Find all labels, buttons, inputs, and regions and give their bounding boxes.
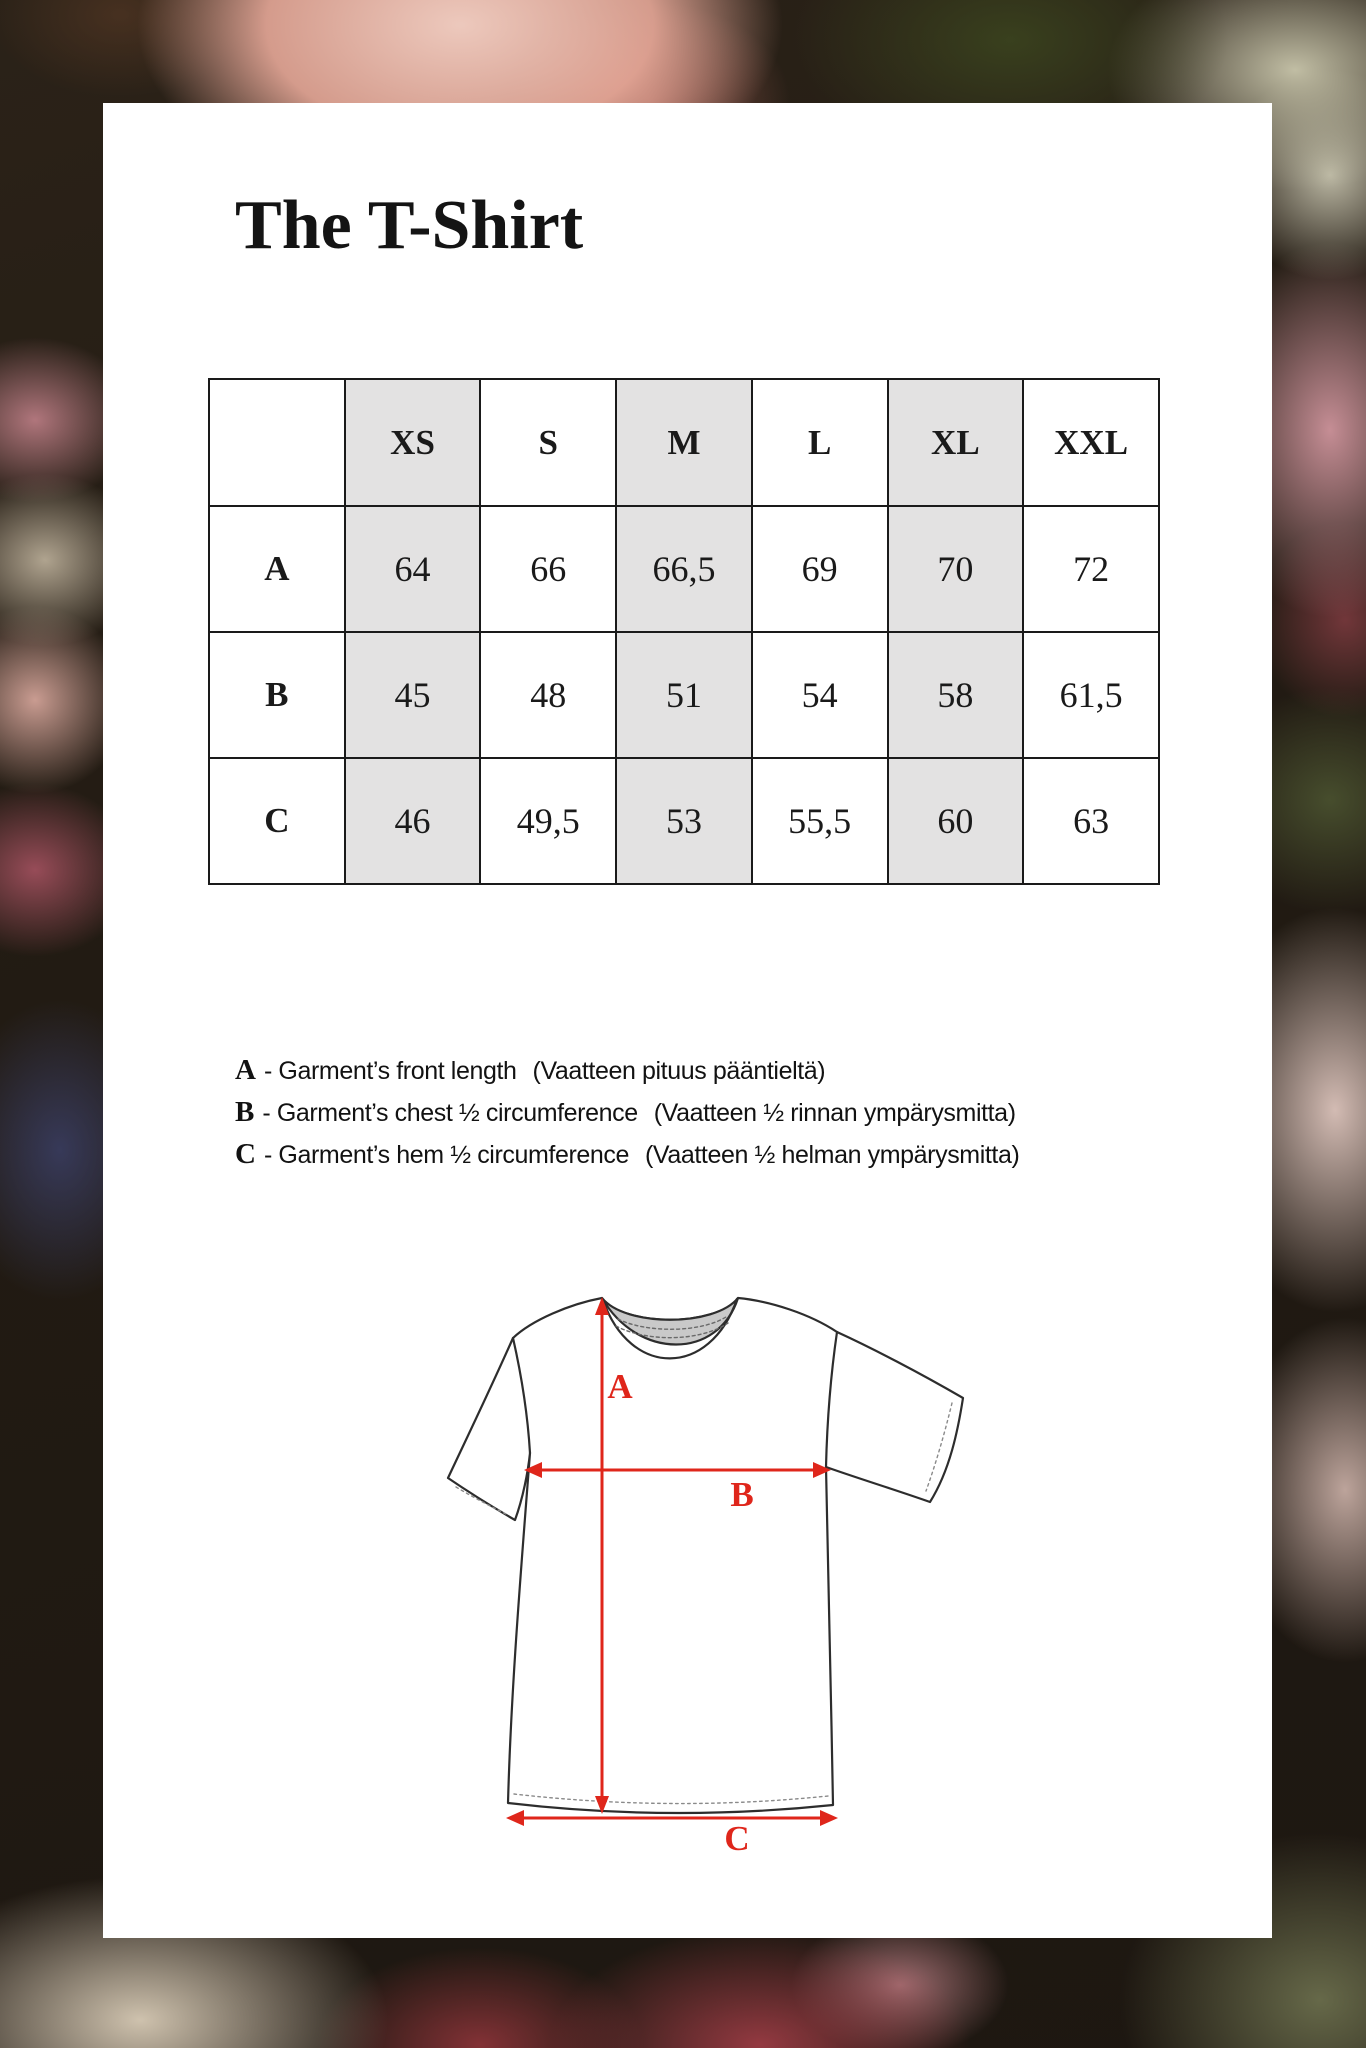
value-c-m: 53 — [616, 758, 752, 884]
value-b-xs: 45 — [345, 632, 481, 758]
legend-text-fi-b: (Vaatteen ½ rinnan ympärysmitta) — [653, 1099, 1016, 1127]
row-label-c: C — [209, 758, 345, 884]
value-a-m: 66,5 — [616, 506, 752, 632]
legend-text-en-a: - Garment’s front length — [263, 1057, 517, 1085]
value-b-s: 48 — [480, 632, 616, 758]
value-a-xxl: 72 — [1023, 506, 1159, 632]
col-header-xl: XL — [888, 379, 1024, 506]
legend-text-en-c: - Garment’s hem ½ circumference — [263, 1141, 629, 1169]
size-table-header-row — [209, 379, 1159, 506]
col-header-xs: XS — [345, 379, 481, 506]
arrowhead-c-right — [820, 1810, 838, 1826]
legend-letter-b: B — [235, 1096, 255, 1128]
legend-letter-a: A — [235, 1054, 256, 1086]
size-chart-card — [103, 103, 1272, 1938]
table-row-b — [209, 632, 1159, 758]
tshirt-outline — [448, 1298, 963, 1813]
measure-label-a: A — [607, 1367, 633, 1406]
value-b-xxl: 61,5 — [1023, 632, 1159, 758]
measure-label-c: C — [724, 1819, 750, 1858]
col-header-l: L — [752, 379, 888, 506]
legend-text-en-b: - Garment’s chest ½ circumference — [262, 1099, 638, 1127]
value-a-s: 66 — [480, 506, 616, 632]
tshirt-diagram — [430, 1285, 990, 1865]
value-b-l: 54 — [752, 632, 888, 758]
legend-item-b — [235, 1091, 1019, 1133]
value-c-xxl: 63 — [1023, 758, 1159, 884]
measure-label-b: B — [730, 1475, 754, 1514]
value-b-m: 51 — [616, 632, 752, 758]
value-a-l: 69 — [752, 506, 888, 632]
page-title: The T-Shirt — [235, 187, 584, 264]
legend-letter-c: C — [235, 1138, 256, 1170]
arrowhead-c-left — [506, 1810, 524, 1826]
size-table — [208, 378, 1160, 885]
value-c-xl: 60 — [888, 758, 1024, 884]
legend-text-fi-a: (Vaatteen pituus pääntieltä) — [532, 1057, 826, 1085]
legend-item-c — [235, 1133, 1019, 1175]
value-c-l: 55,5 — [752, 758, 888, 884]
row-label-b: B — [209, 632, 345, 758]
value-c-s: 49,5 — [480, 758, 616, 884]
row-label-a: A — [209, 506, 345, 632]
table-row-c — [209, 758, 1159, 884]
value-a-xl: 70 — [888, 506, 1024, 632]
table-row-a — [209, 506, 1159, 632]
value-a-xs: 64 — [345, 506, 481, 632]
measurement-legend — [235, 1049, 1019, 1175]
legend-item-a — [235, 1049, 1019, 1091]
corner-cell — [209, 379, 345, 506]
value-c-xs: 46 — [345, 758, 481, 884]
col-header-m: M — [616, 379, 752, 506]
col-header-xxl: XXL — [1023, 379, 1159, 506]
col-header-s: S — [480, 379, 616, 506]
value-b-xl: 58 — [888, 632, 1024, 758]
legend-text-fi-c: (Vaatteen ½ helman ympärysmitta) — [645, 1141, 1020, 1169]
